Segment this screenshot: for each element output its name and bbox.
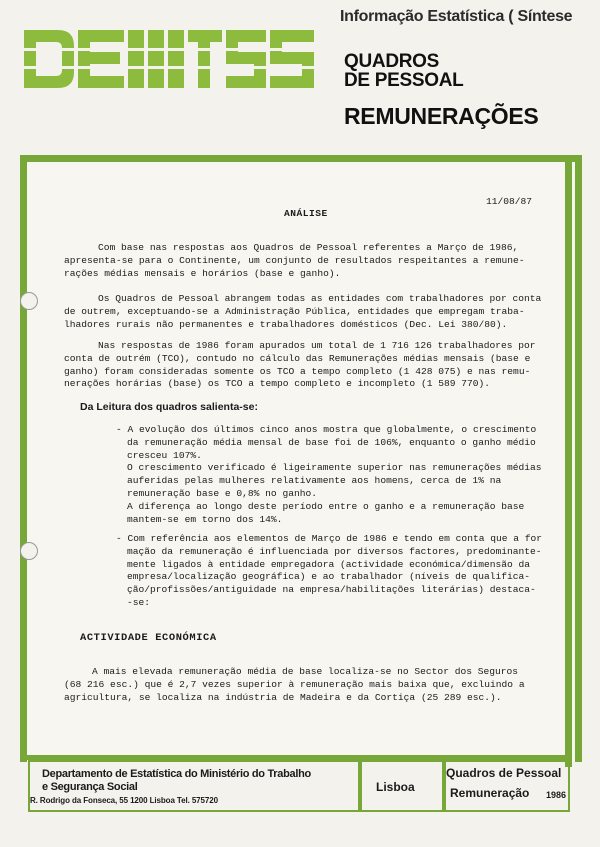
publication-title bbox=[344, 52, 538, 128]
p3-line-4: nerações horárias (base) os TCO a tempo completo e incompleto (1 589 770). bbox=[64, 378, 491, 390]
footer-pub-line-2: Remuneração bbox=[450, 786, 530, 800]
series-title: Informação Estatística ( Síntese bbox=[340, 8, 573, 25]
b2-line-6: -se: bbox=[127, 596, 151, 608]
section-title: ACTIVIDADE ECONÓMICA bbox=[80, 632, 217, 644]
b1-line-2: da remuneração média mensal de base foi de 106%, enquanto o ganho médio bbox=[127, 436, 536, 448]
punch-hole-top bbox=[20, 292, 38, 310]
footer bbox=[28, 760, 568, 812]
footer-department bbox=[28, 760, 360, 812]
department-line-1: Departamento de Estatística do Ministério do Trabalho bbox=[42, 768, 311, 780]
title-line-2: DE PESSOAL bbox=[344, 70, 464, 91]
document-date: 11/08/87 bbox=[486, 196, 533, 207]
department-address: R. Rodrigo da Fonseca, 55 1200 Lisboa Tel. 575720 bbox=[30, 796, 218, 805]
b2-line-2: mação da remuneração é influenciada por diversos factores, predominante- bbox=[127, 545, 542, 557]
title-line-1: QUADROS bbox=[344, 51, 440, 72]
bullet-1 bbox=[116, 424, 564, 526]
p2-line-3: lhadores rurais não permanentes e trabalhadores domésticos (Dec. Lei 380/80). bbox=[64, 318, 508, 330]
department-name bbox=[42, 768, 311, 794]
p2-line-2: de outrem, exceptuando-se a Administração Pública, entidades que empregam traba- bbox=[64, 305, 525, 317]
department-line-2: e Segurança Social bbox=[42, 781, 138, 793]
city-label: Lisboa bbox=[376, 780, 415, 794]
punch-hole-bottom bbox=[20, 542, 38, 560]
b1-line-8: mantem-se em torno dos 14%. bbox=[127, 513, 283, 525]
s-line-1: A mais elevada remuneração média de base localiza-se no Sector dos Seguros bbox=[92, 666, 519, 677]
footer-year: 1986 bbox=[545, 790, 566, 800]
paragraph-1 bbox=[64, 242, 562, 280]
title-line-3: REMUNERAÇÕES bbox=[344, 103, 539, 129]
subheading: Da Leitura dos quadros salienta-se: bbox=[80, 401, 258, 413]
p1-line-1: Com base nas respostas aos Quadros de Pessoal referentes a Março de 1986, bbox=[98, 242, 519, 253]
b1-line-5: auferidas pelas mulheres relativamente aos homens, cerca de 1% na bbox=[127, 475, 502, 487]
b2-line-4: empresa/localização geográfica) e ao trabalhador (níveis de qualifica- bbox=[127, 571, 531, 583]
footer-pub-line-1: Quadros de Pessoal bbox=[446, 766, 562, 780]
p3-line-3: ganho) foram consideradas somente os TCO a tempo completo (1 428 075) e nas remu- bbox=[64, 365, 531, 377]
footer-city bbox=[360, 760, 444, 812]
section-paragraph bbox=[64, 666, 562, 704]
s-line-2: (68 216 esc.) que é 2,7 vezes superior à remuneração mais baixa que, excluindo a bbox=[64, 678, 525, 690]
b1-line-7: A diferença ao longo deste período entre o ganho e a remuneração base bbox=[127, 500, 525, 512]
p1-line-3: rações médias mensais e horários (base e ganho). bbox=[64, 267, 341, 279]
p3-line-1: Nas respostas de 1986 foram apurados um total de 1 716 126 trabalhadores por bbox=[98, 340, 536, 351]
footer-publication bbox=[444, 760, 570, 812]
document-heading: ANÁLISE bbox=[284, 208, 328, 219]
b1-line-4: O crescimento verificado é ligeiramente superior nas remunerações médias bbox=[127, 462, 542, 474]
frame-side-bar bbox=[565, 155, 572, 767]
paragraph-3 bbox=[64, 340, 562, 391]
b2-line-5: ção/profissões/antiguidade na empresa/habilitações literárias) destaca- bbox=[127, 584, 536, 596]
demtss-logo bbox=[22, 28, 322, 92]
p1-line-2: apresenta-se para o Continente, um conjunto de resultados respeitantes a remune- bbox=[64, 254, 525, 266]
p2-line-1: Os Quadros de Pessoal abrangem todas as entidades com trabalhadores por conta bbox=[98, 293, 542, 304]
s-line-3: agricultura, se localiza na indústria de Madeira e da Cortiça (25 289 esc.). bbox=[64, 691, 502, 703]
paragraph-2 bbox=[64, 293, 562, 331]
b2-line-3: mente ligados à entidade empregadora (actividade económica/dimensão da bbox=[127, 558, 531, 570]
bullet-2 bbox=[116, 533, 564, 610]
p3-line-2: conta de outrém (TCO), contudo no cálculo das Remunerações médias mensais (base e bbox=[64, 352, 531, 364]
b1-line-6: remuneração base e 0,8% no ganho. bbox=[127, 487, 317, 499]
b1-line-3: cresceu 107%. bbox=[127, 449, 202, 461]
b2-line-1: - Com referência aos elementos de Março de 1986 e tendo em conta que a for bbox=[116, 533, 543, 544]
b1-line-1: - A evolução dos últimos cinco anos mostra que globalmente, o crescimento bbox=[116, 424, 537, 435]
